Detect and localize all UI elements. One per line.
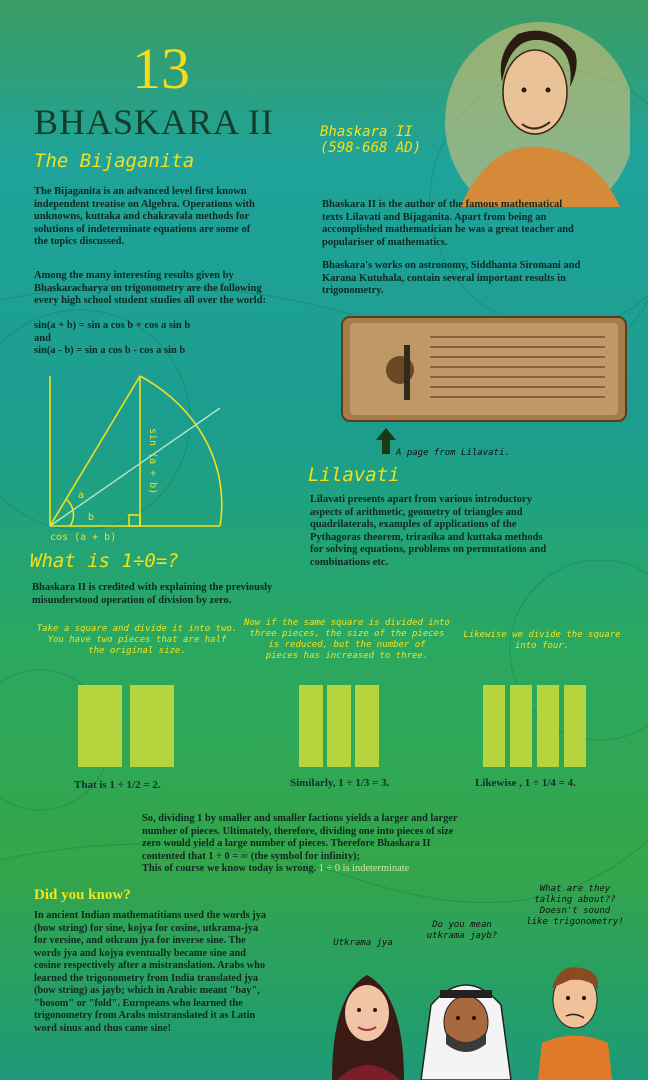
bijaganita-paragraph-2 [34,270,324,308]
third-piece [355,685,379,767]
arab-man-cartoon [416,960,516,1080]
text-line: three pieces, the size of the pieces [249,629,445,639]
lilavati-manuscript-image [340,315,630,425]
text-line: Among the many interesting results given by [34,270,234,281]
text-line: combinations etc. [310,556,389,568]
text-line: utkrama jayb? [426,931,498,941]
text-line: Do you mean [432,920,492,930]
formula-difference: sin(a - b) = sin a cos b - cos a sin b [34,345,186,357]
text-line: aspects of arithmetic, geometry of triangles and [310,506,523,518]
text-line: Bhaskara II is the author of the famous mathematical [322,199,563,210]
formula-sum: sin(a + b) = sin a cos b + cos a sin b [34,320,191,331]
text-line: the topics discussed. [34,236,125,248]
text-line: every high school student studies all over the world: [34,295,266,307]
author-paragraph-1 [322,199,622,249]
text-line: zero would yield a large number of pieces. Therefore Bhaskara II [142,838,431,850]
text-line: trigonometry from Arabs mistranslated it as Latin [34,1010,256,1021]
portrait-caption-name: Bhaskara II [320,124,413,140]
bijaganita-paragraph-1 [34,186,324,249]
caption-quarters: Likewise , 1 ÷ 1/4 = 4. [475,777,576,789]
diagram-label-a: a [78,490,85,501]
woman-cartoon [322,955,412,1080]
text-line: Bhaskara II is credited with explaining the previously [32,582,273,593]
bijaganita-heading: The Bijaganita [34,150,195,172]
author-paragraph-2 [322,260,622,298]
division-heading: What is 1÷0=? [30,550,179,572]
division-intro [32,582,332,607]
text-line: Lilavati presents apart from various introductory [310,494,532,505]
diagram-label-sin: sin (a + b) [147,428,158,495]
text-line: (bow string) as jayb; which in Arabic meant "bay", [34,985,260,996]
text-line: solutions of indeterminate equations are some of [34,223,251,235]
formula-and: and [34,332,51,344]
text-line: Now if the same square is divided into [244,618,450,628]
third-piece [299,685,323,767]
text-line: cosine respectively after a mistranslation. Arabs who [34,960,265,971]
lilavati-heading: Lilavati [308,464,400,486]
quarter-piece [564,685,586,767]
half-piece [130,685,174,767]
text-line: Take a square and divide it into two. [36,624,238,634]
text-line: independent treatise on Algebra. Operations with [34,198,255,210]
text-line: quadrilaterals, examples of applications of the [310,519,517,531]
text-line: populariser of mathematics. [322,236,448,248]
text-line: "bosom" or "fold". Europeans who learned the [34,997,243,1009]
text-line: (bow string) for sine, kojya for cosine, utkrama-jya [34,922,259,934]
chapter-number: 13 [132,36,190,101]
text-line: You have two pieces that are half [47,635,227,645]
text-line: accomplished mathematician he was a great teacher and [322,224,574,236]
quarter-piece [537,685,559,767]
text-line: misunderstood operation of division by zero. [32,594,232,606]
third-piece [327,685,351,767]
text-line: word sinus and thus came sine! [34,1022,172,1034]
manuscript-caption: A page from Lilavati. [396,448,510,458]
text-line [142,863,542,876]
conclusion-indeterminate: 1 ÷ 0 is indeterminate [316,863,410,875]
diagram-label-b: b [88,512,95,523]
speech-arab [412,920,512,942]
text-line: trigonometry. [322,285,384,297]
text-line: is reduced, but the number of [268,640,426,650]
text-line: unknowns, kuttaka and chakravala methods for [34,211,250,223]
half-piece [78,685,122,767]
text-line: for versine, and otkram jya for inverse sine. The [34,935,246,946]
text-line: number of pieces. Ultimately, therefore, dividing one into pieces of size [142,825,454,837]
text-line: pieces has increased to three. [265,651,429,661]
text-line: like trigonometry! [526,917,624,927]
speech-man [516,884,634,928]
text-line: Doesn't sound [539,906,611,916]
text-line: Bhaskaracharya on trigonometry are the following [34,282,262,294]
text-line: The Bijaganita is an advanced level first known [34,186,247,197]
text-line: learned the trigonometry from India translated jya [34,972,259,984]
text-line: So, dividing 1 by smaller and smaller factions yields a larger and larger [142,813,458,824]
did-you-know-heading: Did you know? [34,887,131,903]
page-title: BHASKARA II [34,102,275,142]
text-line: into four. [514,641,570,651]
did-you-know-paragraph [34,910,320,1035]
text-line: In ancient Indian mathematitians used the words jya [34,910,266,921]
quarter-piece [510,685,532,767]
text-line: texts Lilavati and Bijaganita. Apart from being an [322,211,547,223]
quarter-piece [483,685,505,767]
trig-formulas [34,320,324,358]
trig-diagram [30,368,230,548]
speech-woman: Utkrama jya [333,938,393,948]
lilavati-paragraph [310,494,610,570]
text-line: What are they [539,884,611,894]
arrow-up-icon [376,428,396,454]
conclusion-wrong: This of course we know today is wrong. [142,863,317,875]
text-line: Karana Kutuhala, contain several important results in [322,272,566,284]
note-three-pieces [242,618,452,662]
portrait-caption-dates: (598-668 AD) [320,140,422,156]
text-line: Pythagoras theorem, trirasika and kuttaka methods [310,531,543,543]
division-conclusion [142,813,542,876]
text-line: words jya and kojya eventually became sine and [34,947,246,959]
text-line: Likewise we divide the square [463,630,621,640]
caption-thirds: Similarly, 1 ÷ 1/3 = 3. [290,777,390,789]
man-cartoon [530,948,620,1080]
diagram-label-cos: cos (a + b) [50,532,117,543]
portrait-caption [320,124,421,156]
text-line: contented that 1 ÷ 0 = ∞ (the symbol for infinity); [142,850,360,862]
text-line: for solving equations, problems on permutations and [310,544,547,556]
bhaskara-portrait [430,12,630,207]
caption-halves: That is 1 ÷ 1/2 = 2. [74,779,161,791]
note-four-pieces [452,630,632,652]
text-line: the original size. [88,646,186,656]
note-two-pieces [22,624,252,657]
text-line: Bhaskara's works on astronomy, Siddhanta Siromani and [322,260,581,271]
text-line: talking about?? [534,895,616,905]
